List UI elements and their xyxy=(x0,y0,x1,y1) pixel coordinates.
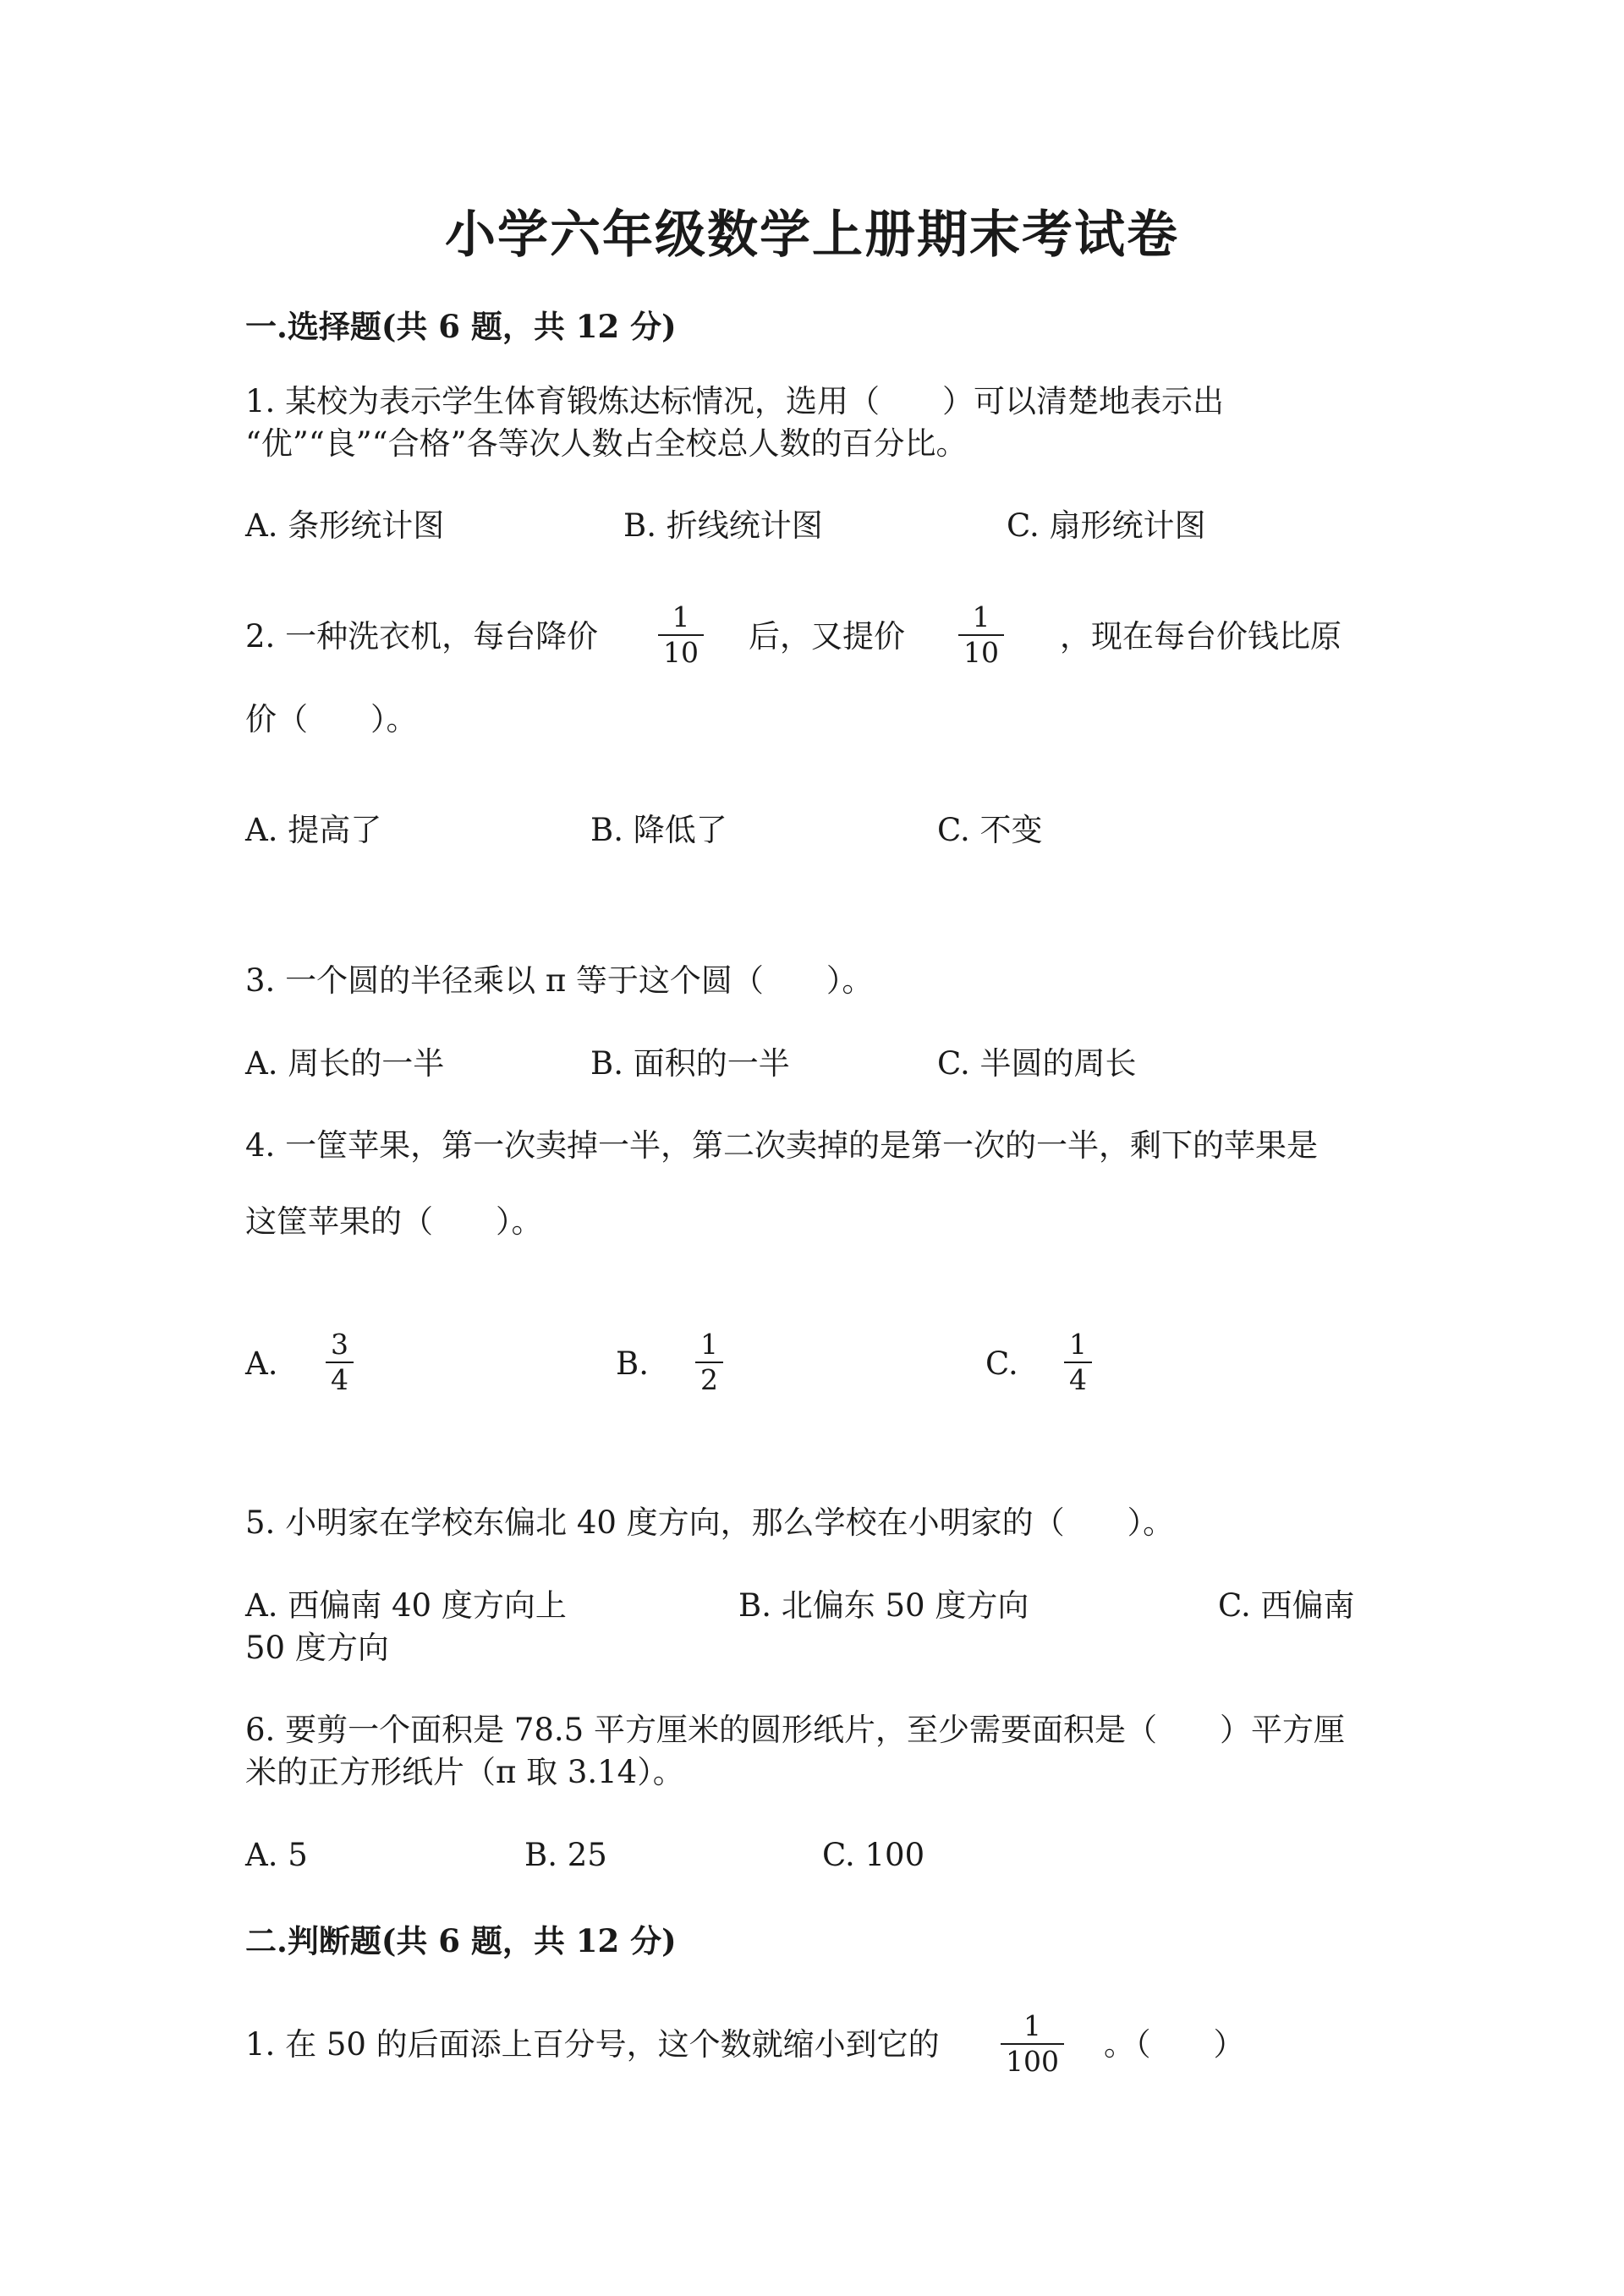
question-1-line-2: “优”“良”“合格”各等次人数占全校总人数的百分比。 xyxy=(245,425,968,462)
question-6-option-c: C. 100 xyxy=(822,1837,925,1873)
question-3-option-a: A. 周长的一半 xyxy=(245,1045,445,1082)
question-2-part-1: 2. 一种洗衣机，每台降价 xyxy=(245,618,599,655)
fraction-numerator: 1 xyxy=(1023,2009,1041,2042)
fraction-denominator: 4 xyxy=(1069,1363,1087,1396)
question-5-option-c: C. 西偏南 xyxy=(1218,1587,1355,1624)
question-3-option-c: C. 半圆的周长 xyxy=(937,1045,1137,1082)
question-1-option-c: C. 扇形统计图 xyxy=(1007,507,1206,544)
judge-question-1-part-2: 。（ ） xyxy=(1104,2026,1245,2063)
question-1-option-b: B. 折线统计图 xyxy=(623,507,823,544)
question-4-option-a-fraction xyxy=(326,1329,354,1395)
fraction-denominator: 100 xyxy=(1006,2045,1059,2078)
fraction-denominator: 10 xyxy=(663,636,699,669)
section-heading-choice: 一.选择题(共 6 题，共 12 分) xyxy=(245,308,677,345)
judge-question-1-fraction xyxy=(1001,2011,1064,2077)
question-6-option-b: B. 25 xyxy=(524,1837,607,1873)
question-4-line-1: 4. 一筐苹果，第一次卖掉一半，第二次卖掉的是第一次的一半，剩下的苹果是 xyxy=(245,1127,1319,1164)
question-1-line-1: 1. 某校为表示学生体育锻炼达标情况，选用（ ）可以清楚地表示出 xyxy=(245,383,1225,419)
question-6-line-2: 米的正方形纸片（π 取 3.14）。 xyxy=(245,1754,684,1790)
question-5-option-c-continued: 50 度方向 xyxy=(245,1630,389,1666)
question-2-fraction-2 xyxy=(958,602,1004,668)
question-5-option-a: A. 西偏南 40 度方向上 xyxy=(245,1587,567,1624)
question-2-option-b: B. 降低了 xyxy=(590,812,727,848)
question-4-line-2: 这筐苹果的（ ）。 xyxy=(245,1203,543,1240)
question-4-option-a-label: A. xyxy=(245,1345,278,1382)
question-2-part-3: ，现在每台价钱比原 xyxy=(1060,618,1341,655)
fraction-denominator: 4 xyxy=(331,1363,348,1396)
question-3-option-b: B. 面积的一半 xyxy=(590,1045,790,1082)
fraction-numerator: 1 xyxy=(700,1328,718,1361)
judge-question-1-part-1: 1. 在 50 的后面添上百分号，这个数就缩小到它的 xyxy=(245,2026,940,2063)
fraction-numerator: 3 xyxy=(331,1328,348,1361)
fraction-denominator: 2 xyxy=(700,1363,718,1396)
question-4-option-b-fraction xyxy=(695,1329,723,1395)
question-1-option-a: A. 条形统计图 xyxy=(245,507,445,544)
question-2-part-2: 后，又提价 xyxy=(749,618,905,655)
question-6-option-a: A. 5 xyxy=(245,1837,308,1873)
question-2-fraction-1 xyxy=(658,602,704,668)
question-5-option-b: B. 北偏东 50 度方向 xyxy=(738,1587,1029,1624)
question-4-option-c-label: C. xyxy=(985,1345,1018,1382)
page-title: 小学六年级数学上册期末考试卷 xyxy=(445,205,1179,265)
question-6-line-1: 6. 要剪一个面积是 78.5 平方厘米的圆形纸片，至少需要面积是（ ）平方厘 xyxy=(245,1712,1345,1748)
fraction-numerator: 1 xyxy=(672,600,690,633)
question-2-option-c: C. 不变 xyxy=(937,812,1043,848)
question-4-option-c-fraction xyxy=(1064,1329,1092,1395)
question-2-option-a: A. 提高了 xyxy=(245,812,382,848)
question-3-line-1: 3. 一个圆的半径乘以 π 等于这个圆（ ）。 xyxy=(245,962,874,999)
section-heading-true-false: 二.判断题(共 6 题，共 12 分) xyxy=(245,1922,677,1959)
question-5-line-1: 5. 小明家在学校东偏北 40 度方向，那么学校在小明家的（ ）。 xyxy=(245,1504,1175,1541)
fraction-numerator: 1 xyxy=(1069,1328,1087,1361)
fraction-numerator: 1 xyxy=(972,600,990,633)
question-4-option-b-label: B. xyxy=(616,1345,649,1382)
fraction-denominator: 10 xyxy=(963,636,999,669)
question-2-line-2: 价（ ）。 xyxy=(245,701,418,737)
